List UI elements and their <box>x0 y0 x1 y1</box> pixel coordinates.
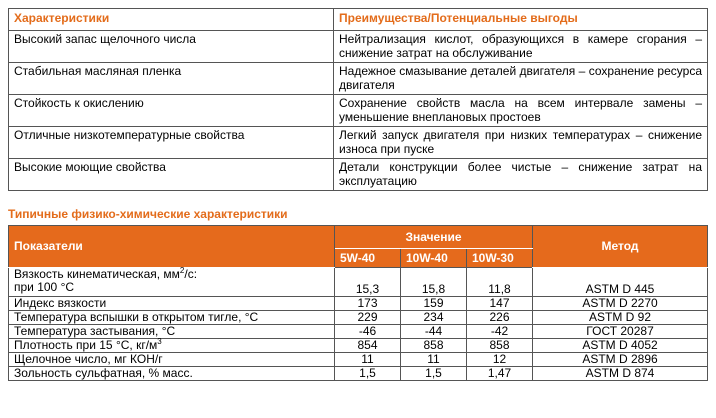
spec-row <box>9 367 708 381</box>
spec-label-text: /с: <box>184 267 198 281</box>
spec-value: 226 <box>467 311 533 325</box>
feature-row <box>9 31 708 63</box>
benefit-cell: Легкий запуск двигателя при низких температурах – снижение износа при пуске <box>334 127 708 159</box>
feature-row <box>9 127 708 159</box>
spec-value: -44 <box>401 325 467 339</box>
feature-cell: Отличные низкотемпературные свойства <box>9 127 334 159</box>
spec-label-text: Плотность при 15 °С, кг/м <box>14 338 158 352</box>
spec-row <box>9 325 708 339</box>
spec-value: -42 <box>467 325 533 339</box>
spec-value: 858 <box>401 339 467 353</box>
spec-value: 11 <box>335 353 401 367</box>
spec-label: Температура вспышки в открытом тигле, °С <box>9 311 335 325</box>
spec-label: Зольность сульфатная, % масс. <box>9 367 335 381</box>
spec-value: 229 <box>335 311 401 325</box>
feature-row <box>9 63 708 95</box>
spec-label <box>9 339 335 353</box>
spec-label-text: при 100 °С <box>14 280 75 294</box>
superscript: 2 <box>179 266 185 275</box>
spec-value: 12 <box>467 353 533 367</box>
spec-row <box>9 268 708 297</box>
spec-label: Индекс вязкости <box>9 297 335 311</box>
benefit-cell: Детали конструкции более чистые – снижение затрат на эксплуатацию <box>334 159 708 191</box>
benefit-cell: Нейтрализация кислот, образующихся в камере сгорания – снижение затрат на обслуживание <box>334 31 708 63</box>
features-header-characteristics: Характеристики <box>9 9 334 31</box>
spec-value: 1,5 <box>335 367 401 381</box>
specs-header-value: Значение <box>335 226 533 249</box>
features-header-row <box>9 9 708 31</box>
spec-value: 15,8 <box>401 268 467 297</box>
spec-value: 11,8 <box>467 268 533 297</box>
spec-value: 147 <box>467 297 533 311</box>
spec-method: ГОСТ 20287 <box>533 325 708 339</box>
spec-value: 234 <box>401 311 467 325</box>
spec-label: Щелочное число, мг КОН/г <box>9 353 335 367</box>
feature-cell: Высокий запас щелочного числа <box>9 31 334 63</box>
spec-value: 11 <box>401 353 467 367</box>
spec-method: ASTM D 92 <box>533 311 708 325</box>
spec-label: Температура застывания, °С <box>9 325 335 339</box>
spec-method: ASTM D 874 <box>533 367 708 381</box>
feature-cell: Стабильная масляная пленка <box>9 63 334 95</box>
spec-method: ASTM D 2896 <box>533 353 708 367</box>
feature-row <box>9 159 708 191</box>
spec-row <box>9 297 708 311</box>
spec-label <box>9 268 335 297</box>
spec-value: 1,47 <box>467 367 533 381</box>
grade-header: 10W-40 <box>401 249 467 268</box>
spec-method: ASTM D 445 <box>533 268 708 297</box>
feature-cell: Стойкость к окислению <box>9 95 334 127</box>
spec-value: 858 <box>467 339 533 353</box>
spec-value: 173 <box>335 297 401 311</box>
features-header-benefits: Преимущества/Потенциальные выгоды <box>334 9 708 31</box>
spec-method: ASTM D 4052 <box>533 339 708 353</box>
benefit-cell: Надежное смазывание деталей двигателя – сохранение ресурса двигателя <box>334 63 708 95</box>
specs-header-method: Метод <box>533 226 708 268</box>
grade-header: 5W-40 <box>335 249 401 268</box>
grade-header: 10W-30 <box>467 249 533 268</box>
benefit-cell: Сохранение свойств масла на всем интервале замены – уменьшение внеплановых простоев <box>334 95 708 127</box>
spec-value: 1,5 <box>401 367 467 381</box>
spec-row <box>9 353 708 367</box>
spec-label-text: Вязкость кинематическая, мм <box>14 267 180 281</box>
feature-cell: Высокие моющие свойства <box>9 159 334 191</box>
specs-table <box>8 225 708 381</box>
specs-section-title: Типичные физико-химические характеристики <box>8 207 288 221</box>
spec-method: ASTM D 2270 <box>533 297 708 311</box>
spec-value: 854 <box>335 339 401 353</box>
features-table <box>8 8 708 191</box>
spec-row <box>9 339 708 353</box>
spec-value: -46 <box>335 325 401 339</box>
spec-value: 15,3 <box>335 268 401 297</box>
superscript: 3 <box>157 337 162 346</box>
specs-header-row <box>9 226 708 249</box>
specs-header-parameter: Показатели <box>9 226 335 268</box>
spec-value: 159 <box>401 297 467 311</box>
feature-row <box>9 95 708 127</box>
spec-row <box>9 311 708 325</box>
